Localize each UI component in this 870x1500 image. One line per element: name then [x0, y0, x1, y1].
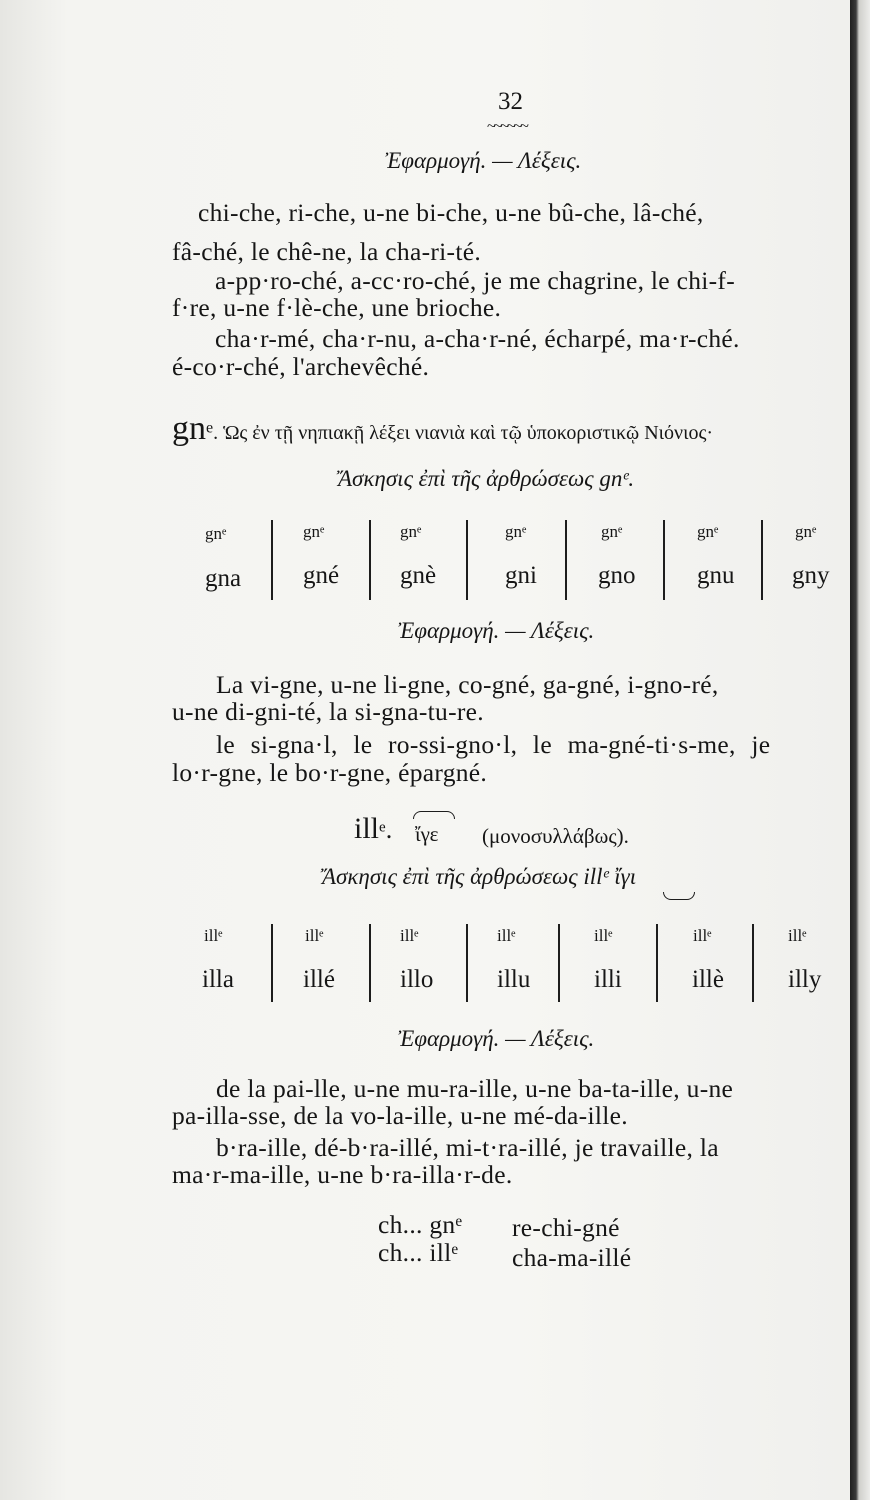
ill-table-top: illᵉ — [204, 926, 223, 945]
gn-table-cell: gné — [303, 562, 340, 589]
tie-mark — [663, 892, 695, 900]
column-divider — [369, 924, 371, 1002]
text-line: pa-illa-sse, de la vo-la-ille, u-ne mé-da-ille. — [172, 1101, 628, 1130]
text-line: fâ-ché, le chê-ne, la cha-ri-té. — [172, 237, 482, 266]
ill-table-cell: illa — [202, 966, 234, 993]
summary-left: ch... illᵉ — [378, 1238, 459, 1267]
column-divider — [558, 924, 560, 1002]
text-line: ma·r-ma-ille, u-ne b·ra-illa·r-de. — [172, 1160, 513, 1189]
gn-table-cell: gna — [205, 565, 242, 592]
ill-header: ill$^e$. — [354, 812, 393, 845]
ornament: ~~~~~~ — [487, 118, 527, 135]
column-divider — [466, 924, 468, 1002]
ill-table-cell: illu — [497, 966, 531, 993]
gn-table-cell: gnu — [697, 562, 735, 589]
ill-table-cell: illè — [692, 966, 724, 993]
ill-application-title: Ἐφαρμογή. — Λέξεις. — [398, 1026, 595, 1051]
ill-table-top: illᵉ — [788, 926, 807, 945]
summary-right: re-chi-gné — [512, 1213, 620, 1242]
gn-label: gn — [172, 410, 206, 447]
ill-table-cell: illi — [594, 966, 622, 993]
ill-label: ill — [354, 812, 380, 845]
ill-sup: e — [379, 819, 386, 836]
gn-table-cell: gny — [792, 562, 830, 589]
gn-table-top: gnᵉ — [795, 522, 817, 541]
ill-greek-note: (μονοσυλλάβως). — [482, 824, 629, 848]
ill-exercise-title: Ἄσκησις ἐπὶ τῆς ἀρθρώσεως illᵉ ἴγι — [322, 864, 637, 889]
gn-note: . Ὡς ἐν τῇ νηπιακῇ λέξει νιανιὰ καὶ τῷ ὑποκοριστικῷ Νιόνιος· — [213, 422, 714, 444]
gn-application-title: Ἐφαρμογή. — Λέξεις. — [398, 618, 595, 643]
text-line: f·re, u-ne f·lè-che, une brioche. — [172, 293, 502, 322]
ill-table-cell: illo — [400, 966, 434, 993]
gn-table-cell: gni — [505, 562, 537, 589]
gn-header — [172, 410, 713, 448]
column-divider — [369, 520, 371, 600]
column-divider — [663, 520, 665, 600]
text-line: La vi-gne, u-ne li-gne, co-gné, ga-gné, i-gno-ré, — [216, 670, 719, 699]
gn-table-top: gnᵉ — [303, 522, 325, 541]
book-spine — [850, 0, 870, 1500]
ill-greek-word: ἴγε — [415, 822, 439, 846]
column-divider — [656, 924, 658, 1002]
text-line: é-co·r-ché, l'archevêché. — [172, 352, 430, 381]
ill-table-top: illᵉ — [693, 926, 712, 945]
text-line: chi-che, ri-che, u-ne bi-che, u-ne bû-che, lâ-ché, — [198, 198, 704, 227]
column-divider — [565, 520, 567, 600]
application-heading-1: Ἐφαρμογή. — Λέξεις. — [385, 148, 582, 173]
summary-right: cha-ma-illé — [512, 1243, 632, 1272]
text-line: cha·r-mé, cha·r-nu, a-cha·r-né, écharpé, ma·r-ché. — [215, 324, 740, 353]
text-line: a-pp·ro-ché, a-cc·ro-ché, je me chagrine, le chi-f- — [215, 266, 736, 295]
text-line: b·ra-ille, dé-b·ra-illé, mi-t·ra-illé, je travaille, la — [216, 1133, 719, 1162]
column-divider — [761, 520, 763, 600]
ill-table-top: illᵉ — [400, 926, 419, 945]
gn-table-top: gnᵉ — [601, 522, 623, 541]
gn-exercise-title: Ἄσκησις ἐπὶ τῆς ἀρθρώσεως gnᵉ. — [338, 466, 635, 491]
gn-table-cell: gnè — [400, 562, 437, 589]
column-divider — [271, 520, 273, 600]
text-line: lo·r-gne, le bo·r-gne, épargné. — [172, 758, 488, 787]
tie-mark — [413, 811, 455, 819]
page-number: 32 — [498, 88, 523, 115]
gn-table-top: gnᵉ — [205, 524, 227, 543]
text-line: le si-gna·l, le ro-ssi-gno·l, le ma-gné-ti·s-me, je — [216, 730, 771, 759]
text-line: de la pai-lle, u-ne mu-ra-ille, u-ne ba-ta-ille, u-ne — [216, 1074, 734, 1103]
ill-table-cell: illé — [303, 966, 335, 993]
ill-table-top: illᵉ — [497, 926, 516, 945]
summary-left: ch... gnᵉ — [378, 1210, 463, 1239]
column-divider — [752, 924, 754, 1002]
ill-table-cell: illy — [788, 966, 822, 993]
gn-table-top: gnᵉ — [505, 522, 527, 541]
gn-table-top: gnᵉ — [400, 522, 422, 541]
text-line: u-ne di-gni-té, la si-gna-tu-re. — [172, 697, 484, 726]
column-divider — [271, 924, 273, 1002]
gn-table-cell: gno — [598, 562, 636, 589]
ill-table-top: illᵉ — [305, 926, 324, 945]
gn-table-top: gnᵉ — [697, 522, 719, 541]
gn-sup: e — [206, 419, 214, 437]
column-divider — [466, 520, 468, 600]
ill-table-top: illᵉ — [594, 926, 613, 945]
